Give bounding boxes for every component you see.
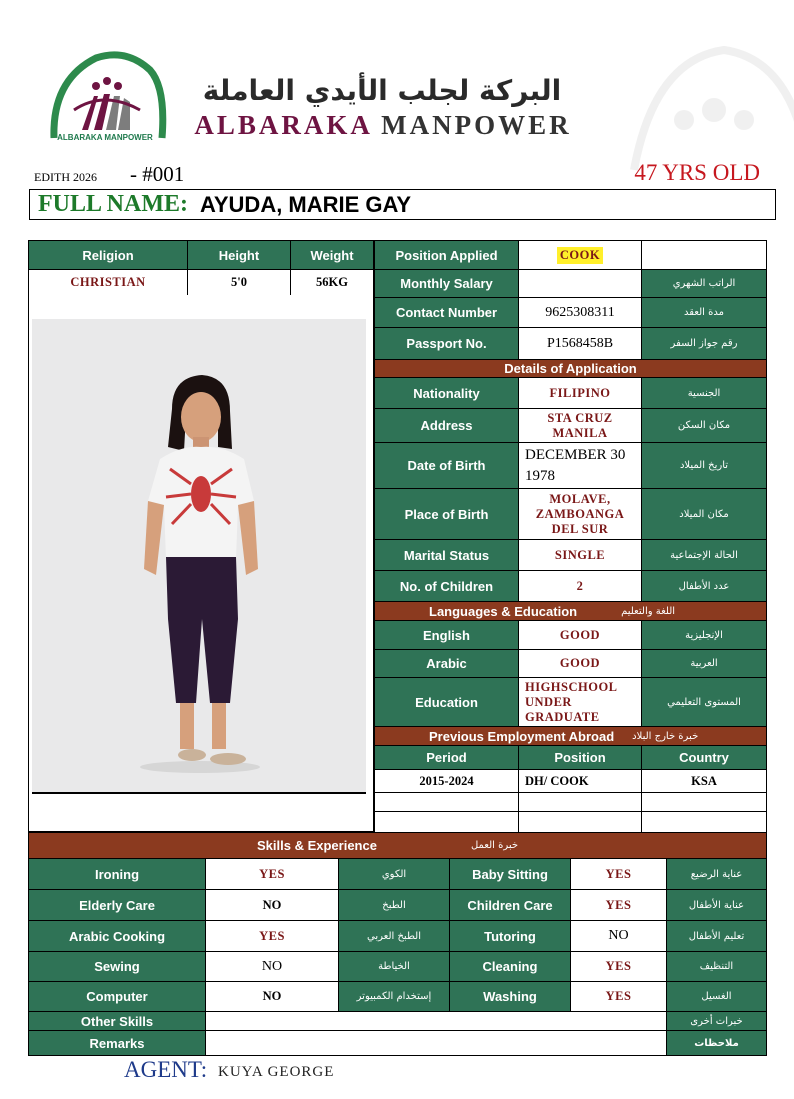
ironing-arabic xyxy=(338,858,450,890)
company-logo-icon xyxy=(44,50,168,142)
english-arabic-text: الإنجليزية xyxy=(685,629,723,641)
edition-label: EDITH 2026 xyxy=(34,170,97,184)
dob-arabic-text: تاريخ الميلاد xyxy=(679,460,729,471)
agent-name: KUYA GEORGE xyxy=(218,1064,335,1080)
children-arabic-text: عدد الأطفال xyxy=(678,580,730,592)
country-header: Country xyxy=(641,745,767,770)
tutoring-label: Tutoring xyxy=(449,920,571,952)
languages-section-arabic: اللغة والتعليم xyxy=(621,605,676,617)
employment-section-header xyxy=(374,726,767,746)
marital-label: Marital Status xyxy=(374,539,519,571)
education-label: Education xyxy=(374,677,519,727)
position-header: Position xyxy=(518,745,642,770)
ironing-label: Ironing xyxy=(28,858,206,890)
remarks-label: Remarks xyxy=(28,1030,206,1056)
elderly-value: NO xyxy=(205,889,339,921)
arabic-cooking-arabic xyxy=(338,920,450,952)
pob-arabic-text: مكان الميلاد xyxy=(679,508,729,520)
computer-arabic-text: إستخدام الكمبيوتر xyxy=(356,991,432,1002)
passport-label: Passport No. xyxy=(374,327,519,360)
childcare-label: Children Care xyxy=(449,889,571,921)
height-header: Height xyxy=(187,240,291,270)
contact-value: 9625308311 xyxy=(518,297,642,328)
babysitting-value: YES xyxy=(570,858,667,890)
children-label: No. of Children xyxy=(374,570,519,602)
age-label: 47 YRS OLD xyxy=(634,160,760,185)
sewing-value: NO xyxy=(205,951,339,982)
employment-row-country: KSA xyxy=(641,769,767,793)
remarks-arabic xyxy=(666,1030,767,1056)
childcare-value: YES xyxy=(570,889,667,921)
pob-arabic xyxy=(641,488,767,540)
arabic-cooking-arabic-text: الطبخ العربي xyxy=(367,930,421,942)
other-skills-label: Other Skills xyxy=(28,1011,206,1031)
skills-section-header xyxy=(28,832,767,859)
dob-value: DECEMBER 30 1978 xyxy=(518,442,642,489)
english-value: GOOD xyxy=(518,620,642,650)
person-figure-icon xyxy=(32,319,366,794)
children-arabic xyxy=(641,570,767,602)
position-applied-cell xyxy=(518,240,642,270)
full-name-value: AYUDA, MARIE GAY xyxy=(200,191,412,217)
education-arabic xyxy=(641,677,767,727)
religion-header: Religion xyxy=(28,240,188,270)
address-arabic-text: مكان السكن xyxy=(677,420,731,431)
skills-section-arabic: خبرة العمل xyxy=(470,840,519,851)
languages-section-header xyxy=(374,601,767,621)
full-name-label: FULL NAME: xyxy=(38,191,188,217)
arabic-label: Arabic xyxy=(374,649,519,678)
passport-value: P1568458B xyxy=(518,327,642,360)
dob-arabic xyxy=(641,442,767,489)
employment-row-period: 2015-2024 xyxy=(374,769,519,793)
babysitting-label: Baby Sitting xyxy=(449,858,571,890)
salary-arabic-text: الراتب الشهري xyxy=(672,278,736,289)
dob-label: Date of Birth xyxy=(374,442,519,489)
cleaning-arabic xyxy=(666,951,767,982)
sewing-arabic-text: الخياطة xyxy=(378,961,410,972)
employment-row-position xyxy=(518,811,642,833)
employment-row-country xyxy=(641,792,767,812)
arabic-arabic xyxy=(641,649,767,678)
education-value: HIGHSCHOOL UNDER GRADUATE xyxy=(518,677,642,727)
address-arabic xyxy=(641,408,767,443)
nationality-arabic xyxy=(641,377,767,409)
nationality-arabic-text: الجنسية xyxy=(687,387,721,399)
address-value: STA CRUZ MANILA xyxy=(518,408,642,443)
reference-number: - #001 xyxy=(130,162,185,186)
passport-arabic xyxy=(641,327,767,360)
company-name-english xyxy=(178,110,588,141)
sewing-label: Sewing xyxy=(28,951,206,982)
address-label: Address xyxy=(374,408,519,443)
arabic-cooking-value: YES xyxy=(205,920,339,952)
employment-row-position xyxy=(518,792,642,812)
tutoring-arabic xyxy=(666,920,767,952)
sewing-arabic xyxy=(338,951,450,982)
weight-header: Weight xyxy=(290,240,374,270)
company-name-en-accent: ALBARAKA xyxy=(194,110,372,140)
salary-value xyxy=(518,269,642,298)
position-applied-value: COOK xyxy=(557,247,603,264)
other-skills-arabic-text: خبرات أخرى xyxy=(690,1015,743,1027)
company-name-arabic: البركة لجلب الأيدي العاملة xyxy=(202,74,562,107)
childcare-arabic xyxy=(666,889,767,921)
contact-arabic-text: مدة العقد xyxy=(684,307,724,318)
period-header: Period xyxy=(374,745,519,770)
elderly-arabic xyxy=(338,889,450,921)
passport-arabic-text: رقم جواز السفر xyxy=(670,338,738,349)
cleaning-label: Cleaning xyxy=(449,951,571,982)
languages-section-title: Languages & Education xyxy=(429,603,578,619)
pob-value: MOLAVE, ZAMBOANGA DEL SUR xyxy=(518,488,642,540)
position-applied-label: Position Applied xyxy=(374,240,519,270)
salary-label: Monthly Salary xyxy=(374,269,519,298)
weight-value: 56KG xyxy=(290,269,374,296)
education-arabic-text: المستوى التعليمي xyxy=(667,696,741,708)
nationality-value: FILIPINO xyxy=(518,377,642,409)
pob-label: Place of Birth xyxy=(374,488,519,540)
ironing-arabic-text: الكوي xyxy=(381,868,407,880)
washing-arabic xyxy=(666,981,767,1012)
applicant-photo xyxy=(32,319,366,794)
skills-section-title: Skills & Experience xyxy=(257,838,377,853)
marital-arabic xyxy=(641,539,767,571)
company-name-en-rest: MANPOWER xyxy=(381,110,572,140)
employment-row-position: DH/ COOK xyxy=(518,769,642,793)
computer-arabic xyxy=(338,981,450,1012)
height-value: 5'0 xyxy=(187,269,291,296)
ironing-value: YES xyxy=(205,858,339,890)
marital-arabic-text: الحالة الإجتماعية xyxy=(670,549,738,561)
employment-section-arabic: خبرة خارج البلاد xyxy=(632,730,699,742)
washing-value: YES xyxy=(570,981,667,1012)
arabic-value: GOOD xyxy=(518,649,642,678)
details-section-header: Details of Application xyxy=(374,359,767,378)
washing-label: Washing xyxy=(449,981,571,1012)
contact-arabic xyxy=(641,297,767,328)
children-value: 2 xyxy=(518,570,642,602)
computer-label: Computer xyxy=(28,981,206,1012)
employment-row-period xyxy=(374,792,519,812)
computer-value: NO xyxy=(205,981,339,1012)
arabic-arabic-text: العربية xyxy=(690,658,718,669)
remarks-value xyxy=(205,1030,667,1056)
other-skills-value xyxy=(205,1011,667,1031)
religion-value: CHRISTIAN xyxy=(28,269,188,296)
cleaning-value: YES xyxy=(570,951,667,982)
elderly-arabic-text: الطبخ xyxy=(382,899,406,911)
nationality-label: Nationality xyxy=(374,377,519,409)
babysitting-arabic xyxy=(666,858,767,890)
tutoring-value: NO xyxy=(570,920,667,952)
english-label: English xyxy=(374,620,519,650)
logo-caption: ALBARAKA MANPOWER xyxy=(57,133,153,142)
employment-section-title: Previous Employment Abroad xyxy=(429,728,615,744)
agent-label: AGENT: xyxy=(124,1057,208,1082)
remarks-arabic-text: ملاحظات xyxy=(694,1037,739,1049)
babysitting-arabic-text: عناية الرضيع xyxy=(690,868,743,880)
other-skills-arabic xyxy=(666,1011,767,1031)
position-applied-blank xyxy=(641,240,767,270)
watermark-logo xyxy=(614,40,794,180)
english-arabic xyxy=(641,620,767,650)
arabic-cooking-label: Arabic Cooking xyxy=(28,920,206,952)
elderly-label: Elderly Care xyxy=(28,889,206,921)
cleaning-arabic-text: التنظيف xyxy=(699,961,734,972)
salary-arabic xyxy=(641,269,767,298)
contact-label: Contact Number xyxy=(374,297,519,328)
full-name-box xyxy=(29,189,776,220)
employment-row-country xyxy=(641,811,767,833)
employment-row-period xyxy=(374,811,519,833)
washing-arabic-text: الغسيل xyxy=(701,991,732,1002)
childcare-arabic-text: عناية الأطفال xyxy=(688,899,745,911)
marital-value: SINGLE xyxy=(518,539,642,571)
tutoring-arabic-text: تعليم الأطفال xyxy=(688,930,745,942)
